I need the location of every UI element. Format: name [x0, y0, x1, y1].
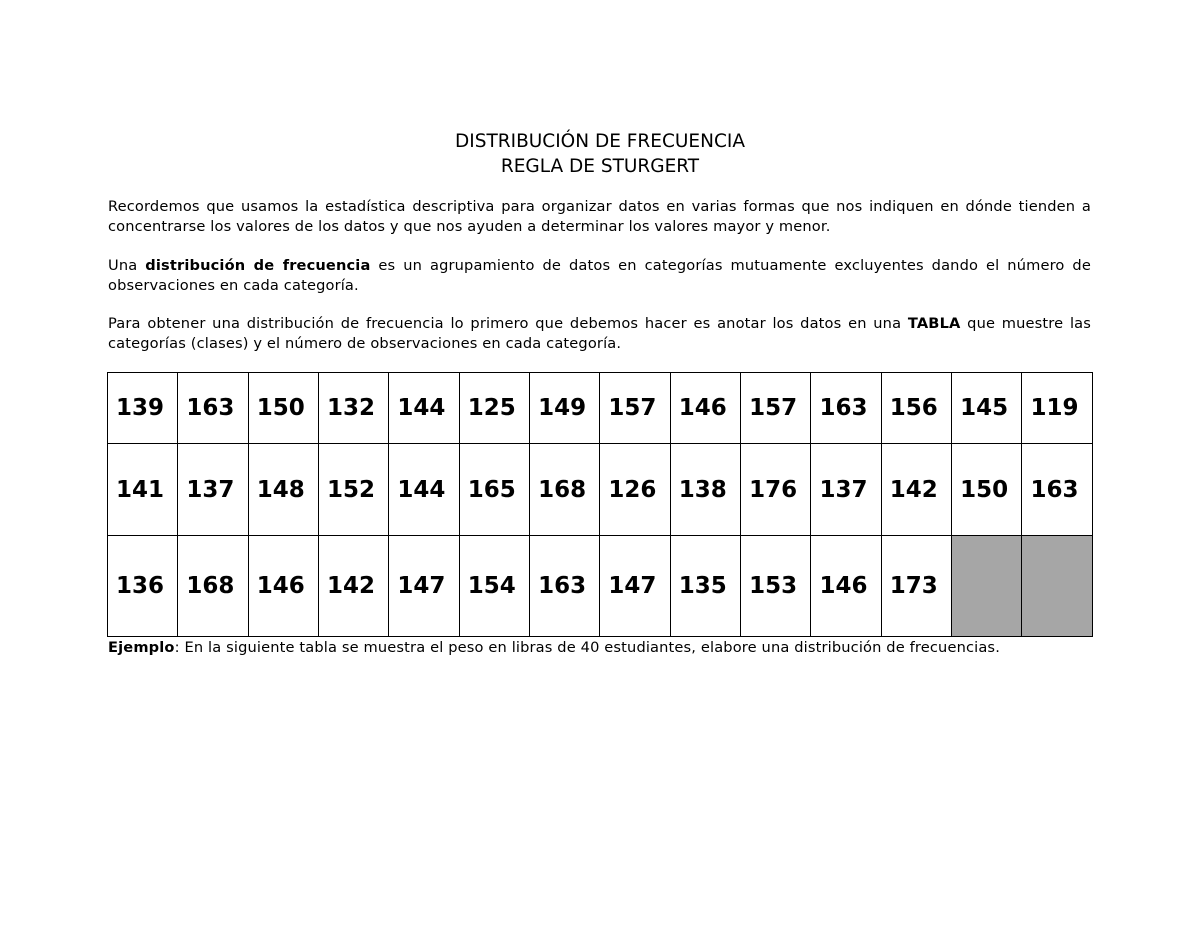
table-cell: 135 — [670, 536, 740, 637]
table-cell: 146 — [811, 536, 881, 637]
paragraph-definition-prefix: Una — [108, 257, 146, 274]
table-cell: 163 — [178, 373, 248, 444]
table-cell: 157 — [741, 373, 811, 444]
table-cell: 163 — [811, 373, 881, 444]
table-cell: 125 — [459, 373, 529, 444]
paragraph-definition-suffix: es un agrupamiento de datos en categorías mutuamente excluyentes dando el número de observaciones en cada categoría. — [108, 257, 1091, 294]
table-cell: 150 — [952, 444, 1022, 536]
table-cell: 138 — [670, 444, 740, 536]
table-cell: 157 — [600, 373, 670, 444]
table-cell: 150 — [248, 373, 318, 444]
table-cell: 163 — [1022, 444, 1093, 536]
example-caption — [108, 638, 1091, 658]
table-cell: 168 — [530, 444, 600, 536]
table-cell: 145 — [952, 373, 1022, 444]
table-row — [108, 373, 1093, 444]
table-cell: 119 — [1022, 373, 1093, 444]
table-cell: 137 — [178, 444, 248, 536]
table-cell: 165 — [459, 444, 529, 536]
weights-table-body — [108, 373, 1093, 637]
paragraph-table-prefix: Para obtener una distribución de frecuencia lo primero que debemos hacer es anotar los datos en una — [108, 315, 908, 332]
table-cell: 147 — [600, 536, 670, 637]
table-cell: 173 — [881, 536, 951, 637]
table-cell: 136 — [108, 536, 178, 637]
table-cell: 141 — [108, 444, 178, 536]
table-cell: 146 — [670, 373, 740, 444]
paragraph-definition-term: distribución de frecuencia — [145, 257, 371, 274]
table-cell: 163 — [530, 536, 600, 637]
table-cell: 153 — [741, 536, 811, 637]
paragraph-intro-text: Recordemos que usamos la estadística descriptiva para organizar datos en varias formas que nos indiquen en dónde tienden a concentrarse los valores de los datos y que nos ayuden a determinar los valores mayor y menor. — [108, 198, 1091, 235]
table-cell: 168 — [178, 536, 248, 637]
document-title — [0, 129, 1200, 179]
table-cell: 176 — [741, 444, 811, 536]
paragraph-definition — [108, 256, 1091, 295]
table-row — [108, 444, 1093, 536]
table-cell: 132 — [319, 373, 389, 444]
table-cell: 126 — [600, 444, 670, 536]
table-cell: 156 — [881, 373, 951, 444]
table-row — [108, 536, 1093, 637]
table-cell: 146 — [248, 536, 318, 637]
table-cell: 142 — [881, 444, 951, 536]
table-cell: 154 — [459, 536, 529, 637]
paragraph-intro — [108, 197, 1091, 236]
paragraph-table-suffix: que muestre las categorías (clases) y el número de observaciones en cada categoría. — [108, 315, 1092, 352]
table-cell: 139 — [108, 373, 178, 444]
title-line-1: DISTRIBUCIÓN DE FRECUENCIA — [455, 131, 745, 152]
title-line-2: REGLA DE STURGERT — [500, 156, 700, 177]
table-cell: 148 — [248, 444, 318, 536]
table-cell: 144 — [389, 373, 459, 444]
table-cell: 147 — [389, 536, 459, 637]
paragraph-table-term: TABLA — [907, 315, 961, 332]
table-cell: 144 — [389, 444, 459, 536]
paragraph-table-instruction — [108, 314, 1091, 353]
table-cell: 152 — [319, 444, 389, 536]
table-cell: 142 — [319, 536, 389, 637]
example-label: Ejemplo — [108, 639, 175, 656]
shaded-empty-cell — [1022, 536, 1093, 637]
table-cell: 149 — [530, 373, 600, 444]
table-cell: 137 — [811, 444, 881, 536]
example-text: : En la siguiente tabla se muestra el peso en libras de 40 estudiantes, elabore una distribución de frecuencias. — [174, 639, 1000, 656]
shaded-empty-cell — [952, 536, 1022, 637]
weights-data-table — [107, 372, 1093, 637]
